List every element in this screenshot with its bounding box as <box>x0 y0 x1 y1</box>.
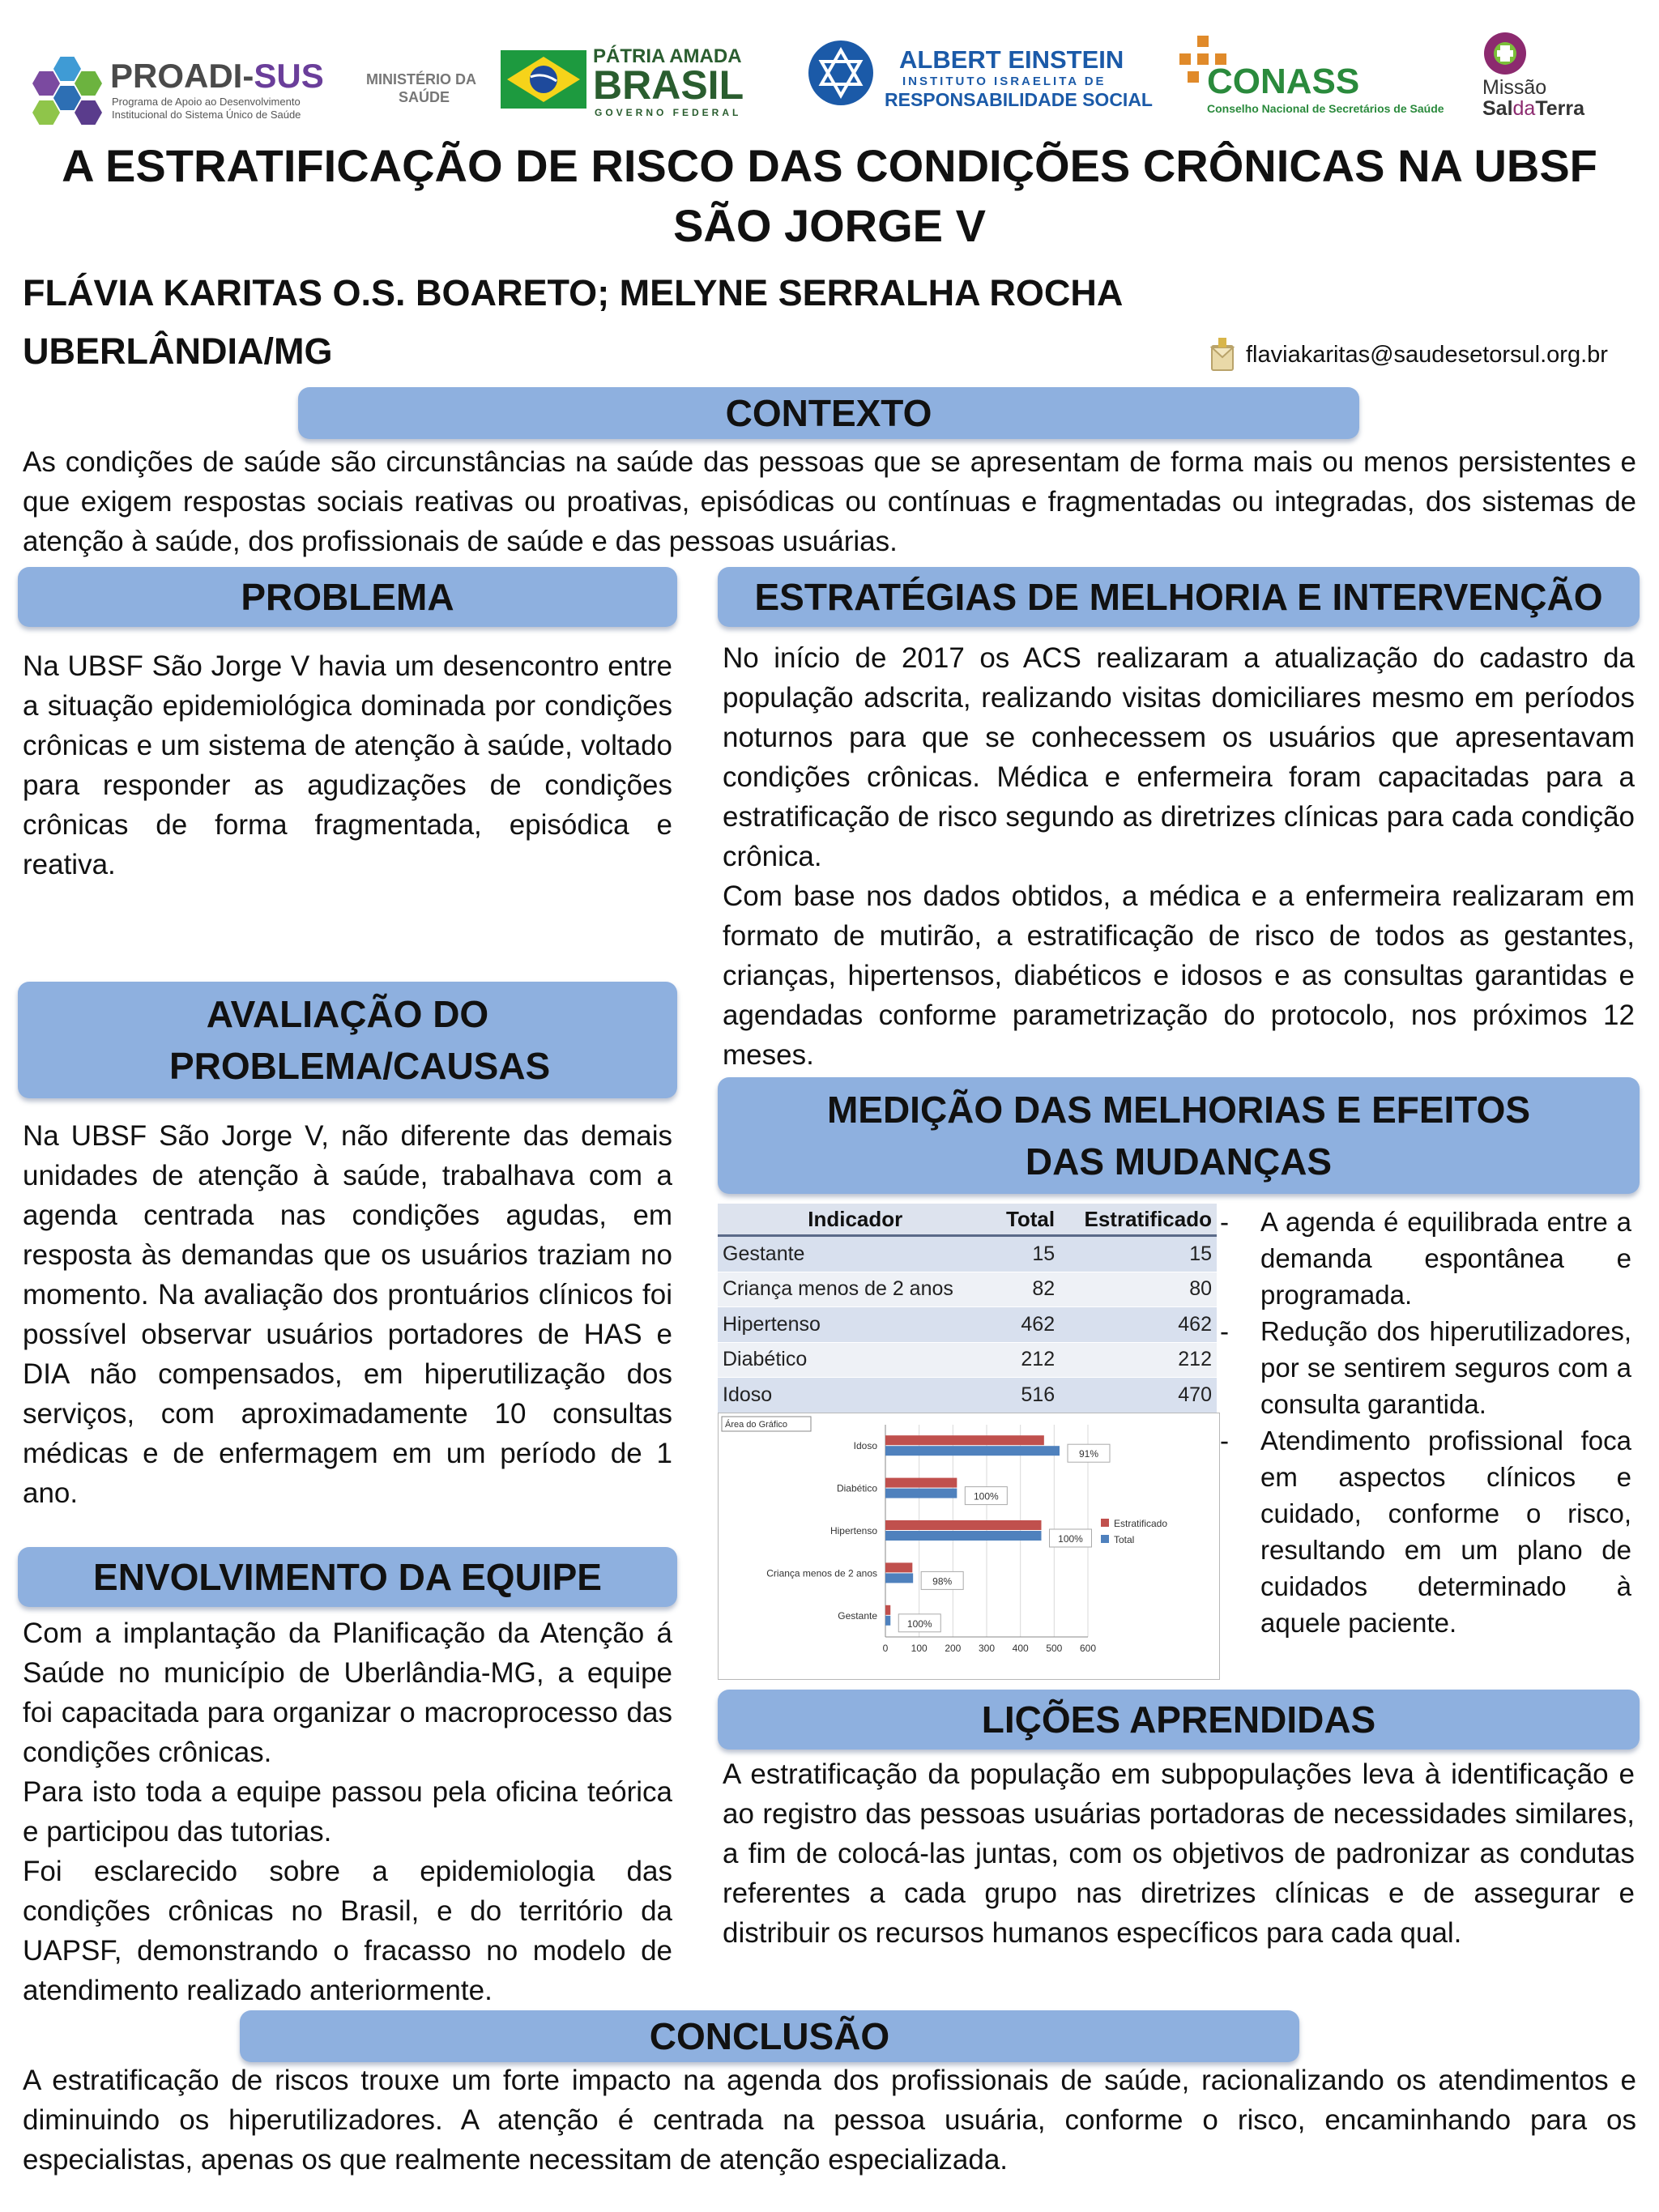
section-conclusao-heading: CONCLUSÃO <box>240 2010 1299 2062</box>
envolvimento-paragraph-3: Foi esclarecido sobre a epidemiologia das condições crônicas no Brasil, e do território da UAPSF, demonstrando o fracasso no modelo de atendimento realizado anteriormente. <box>23 1856 672 2006</box>
chart-x-tick-label: 300 <box>978 1643 996 1654</box>
einstein-line1: ALBERT EINSTEIN <box>899 45 1124 74</box>
table-cell: Gestante <box>718 1236 993 1272</box>
section-contexto-heading: CONTEXTO <box>298 387 1359 439</box>
table-row <box>718 1307 1217 1343</box>
chart-data-label: 100% <box>973 1490 999 1502</box>
brasil-flag-icon <box>501 50 586 109</box>
ministerio-saude-logo <box>366 71 480 112</box>
section-problema-body: Na UBSF São Jorge V havia um desencontro entre a situação epidemiológica dominada por condições crônicas e um sistema de atenção à saúde, voltado para responder as agudizações de condições crônicas de forma fragmentada, episódica e reativa. <box>23 650 672 880</box>
table-cell: Diabético <box>718 1342 993 1378</box>
conass-subtitle: Conselho Nacional de Secretários de Saúde <box>1207 102 1444 115</box>
chart-x-tick-label: 0 <box>882 1643 889 1654</box>
table-row <box>718 1378 1217 1413</box>
chart-legend-swatch <box>1101 1535 1109 1543</box>
chart-category-label: Hipertenso <box>830 1525 877 1536</box>
chart-legend-label: Total <box>1114 1534 1135 1545</box>
section-estrategias-body <box>723 638 1635 1075</box>
chart-bar-estratificado <box>885 1520 1042 1530</box>
table-header-total: Total <box>993 1204 1060 1236</box>
chart-x-tick-label: 200 <box>945 1643 962 1654</box>
email-address[interactable]: flaviakaritas@saudesetorsul.org.br <box>1246 341 1608 368</box>
section-problema-heading: PROBLEMA <box>18 567 677 627</box>
chart-bar-estratificado <box>885 1562 912 1572</box>
section-envolvimento-body <box>23 1613 672 2010</box>
section-conclusao-body: A estratificação de riscos trouxe um forte impacto na agenda dos profissionais de saúde, racionalizando os atendimentos e diminuindo os hiperutilizadores. A atenção é centrada na pessoa usuária, conforme o risco, encaminhando para os especialistas, apenas os que realmente necessitam de atenção especializada. <box>23 2065 1636 2176</box>
email-contact <box>1210 337 1608 373</box>
list-item: - Redução dos hiperutilizadores, por se sentirem seguros com a consulta garantida. <box>1220 1313 1631 1422</box>
estrategias-paragraph-1: No início de 2017 os ACS realizaram a atualização do cadastro da população adscrita, realizando visitas domiciliares mesmo em períodos noturnos para que se conhecessem os usuários que apresentavam condições crônicas. Médica e enfermeira foram capacitadas para a estratificação de risco segundo as diretrizes clínicas para cada condição crônica. <box>723 642 1635 872</box>
authors: FLÁVIA KARITAS O.S. BOARETO; MELYNE SERRALHA ROCHA <box>23 272 1124 313</box>
albert-einstein-logo <box>807 36 1153 113</box>
section-estrategias-heading: ESTRATÉGIAS DE MELHORIA E INTERVENÇÃO <box>718 567 1640 627</box>
bullet-text: Redução dos hiperutilizadores, por se sentirem seguros com a consulta garantida. <box>1260 1316 1631 1419</box>
ministerio-line1: MINISTÉRIO DA <box>366 71 477 87</box>
chart-bar-estratificado <box>885 1435 1044 1445</box>
table-cell: Hipertenso <box>718 1307 993 1343</box>
chart-data-label: 100% <box>906 1617 932 1630</box>
table-row <box>718 1272 1217 1307</box>
bullet-text: A agenda é equilibrada entre a demanda espontânea e programada. <box>1260 1207 1631 1310</box>
bar-chart <box>718 1413 1220 1680</box>
missao-circle-icon <box>1481 29 1529 78</box>
proadi-name: PROADI-SUS <box>110 57 324 95</box>
chart-bar-estratificado <box>885 1478 957 1488</box>
chart-bar-estratificado <box>885 1605 890 1615</box>
chart-category-label: Diabético <box>836 1482 877 1494</box>
section-licoes-body: A estratificação da população em subpopulações leva à identificação e ao registro das pessoas usuárias portadoras de necessidades similares, a fim de colocá-las juntas, com os objetivos de padronizar as condutas referentes a cada grupo nas diretrizes clínicas e de assegurar e distribuir os recursos humanos específicos para cada qual. <box>723 1758 1635 1949</box>
chart-data-label: 98% <box>932 1575 953 1588</box>
chart-category-label: Idoso <box>853 1440 877 1452</box>
brasil-line2: BRASIL <box>593 62 744 108</box>
chart-legend-label: Estratificado <box>1114 1518 1168 1529</box>
bullet-text: Atendimento profissional foca em aspectos clínicos e cuidado, conforme o risco, resultando em um plano de cuidados determinado à aquele paciente. <box>1260 1426 1631 1638</box>
poster-title: A ESTRATIFICAÇÃO DE RISCO DAS CONDIÇÕES CRÔNICAS NA UBSF SÃO JORGE V <box>62 140 1597 251</box>
table-cell: 15 <box>1060 1236 1217 1272</box>
table-header-indicador: Indicador <box>718 1204 993 1236</box>
chart-x-tick-label: 100 <box>911 1643 928 1654</box>
envelope-icon <box>1210 338 1235 372</box>
proadi-sus-logo <box>32 50 332 123</box>
conass-name: CONASS <box>1207 62 1360 101</box>
chart-bar-total <box>885 1531 1042 1541</box>
list-item: - Atendimento profissional foca em aspectos clínicos e cuidado, conforme o risco, resultando em um plano de cuidados determinado à aquele paciente. <box>1220 1422 1631 1641</box>
section-avaliacao-body: Na UBSF São Jorge V, não diferente das demais unidades de atenção à saúde, trabalhava com a agenda centrada nas condições agudas, em resposta às demandas que os usuários traziam no momento. Na avaliação dos prontuários clínicos foi possível observar usuários portadores de HAS e DIA não compensados, em hiperutilização dos serviços, com aproximadamente 10 consultas médicas e de enfermagem em um período de 1 ano. <box>23 1120 672 1509</box>
hexagon-icon <box>32 71 60 96</box>
conass-logo <box>1179 36 1444 117</box>
chart-data-label: 91% <box>1078 1448 1099 1460</box>
indicator-table <box>718 1204 1217 1413</box>
medicao-bullet-list <box>1220 1204 1631 1641</box>
brasil-governo-logo <box>501 42 744 120</box>
einstein-star-icon <box>807 39 875 107</box>
table-header-row <box>718 1204 1217 1236</box>
estrategias-paragraph-2: Com base nos dados obtidos, a médica e a enfermeira realizaram em formato de mutirão, a estratificação de risco de todos as gestantes, crianças, hipertensos, diabéticos e idosos e as consultas garantidas e agendadas conforme parametrização do protocolo, nos próximos 12 meses. <box>723 880 1635 1071</box>
location: UBERLÂNDIA/MG <box>23 330 333 372</box>
table-row <box>718 1236 1217 1272</box>
ministerio-line2: SAÚDE <box>399 89 450 105</box>
chart-bar-total <box>885 1573 913 1583</box>
missao-line2: SaldaTerra <box>1482 97 1585 120</box>
table-cell: 212 <box>993 1342 1060 1378</box>
brasil-line1: PÁTRIA AMADA <box>593 45 742 67</box>
chart-category-label: Criança menos de 2 anos <box>766 1567 877 1579</box>
proadi-subtitle: Programa de Apoio ao Desenvolvimento <box>112 96 301 108</box>
section-medicao-heading: MEDIÇÃO DAS MELHORIAS E EFEITOS DAS MUDANÇAS <box>718 1077 1640 1194</box>
table-cell: 470 <box>1060 1378 1217 1413</box>
table-cell: 212 <box>1060 1342 1217 1378</box>
table-cell: 516 <box>993 1378 1060 1413</box>
chart-data-label: 100% <box>1058 1533 1083 1545</box>
section-licoes-heading: LIÇÕES APRENDIDAS <box>718 1690 1640 1750</box>
chart-x-tick-label: 600 <box>1079 1643 1097 1654</box>
table-cell: 462 <box>993 1307 1060 1343</box>
table-cell: Criança menos de 2 anos <box>718 1272 993 1307</box>
einstein-line2: INSTITUTO ISRAELITA DE <box>902 75 1107 88</box>
chart-x-tick-label: 400 <box>1012 1643 1029 1654</box>
list-item: - A agenda é equilibrada entre a demanda espontânea e programada. <box>1220 1204 1631 1313</box>
table-cell: 80 <box>1060 1272 1217 1307</box>
table-cell: 82 <box>993 1272 1060 1307</box>
brasil-line3: GOVERNO FEDERAL <box>595 107 742 118</box>
table-header-estratificado: Estratificado <box>1060 1204 1217 1236</box>
table-row <box>718 1342 1217 1378</box>
einstein-line3: RESPONSABILIDADE SOCIAL <box>885 89 1153 110</box>
section-envolvimento-heading: ENVOLVIMENTO DA EQUIPE <box>18 1547 677 1607</box>
table-cell: Idoso <box>718 1378 993 1413</box>
section-avaliacao-heading: AVALIAÇÃO DO PROBLEMA/CAUSAS <box>18 982 677 1098</box>
chart-legend-swatch <box>1101 1519 1109 1527</box>
table-cell: 15 <box>993 1236 1060 1272</box>
chart-category-label: Gestante <box>838 1609 877 1622</box>
chart-bar-total <box>885 1616 890 1626</box>
chart-bar-total <box>885 1446 1060 1455</box>
chart-bar-total <box>885 1489 957 1498</box>
envolvimento-paragraph-1: Com a implantação da Planificação da Atenção á Saúde no município de Uberlândia-MG, a equipe foi capacitada para organizar o macroprocesso das condições crônicas. <box>23 1617 672 1768</box>
missao-sal-da-terra-logo <box>1479 29 1601 120</box>
section-contexto-body: As condições de saúde são circunstâncias na saúde das pessoas que se apresentam de forma mais ou menos persistentes e que exigem respostas sociais reativas ou proativas, episódicas ou contínuas e fragmentadas ou integradas, dos sistemas de atenção à saúde, dos profissionais de saúde e das pessoas usuárias. <box>23 446 1636 557</box>
chart-x-tick-label: 500 <box>1046 1643 1063 1654</box>
missao-line1: Missão <box>1482 76 1547 99</box>
proadi-subtitle-2: Institucional do Sistema Único de Saúde <box>112 109 301 121</box>
table-cell: 462 <box>1060 1307 1217 1343</box>
chart-area-label: Área do Gráfico <box>725 1420 788 1430</box>
envolvimento-paragraph-2: Para isto toda a equipe passou pela oficina teórica e participou das tutorias. <box>23 1776 672 1848</box>
